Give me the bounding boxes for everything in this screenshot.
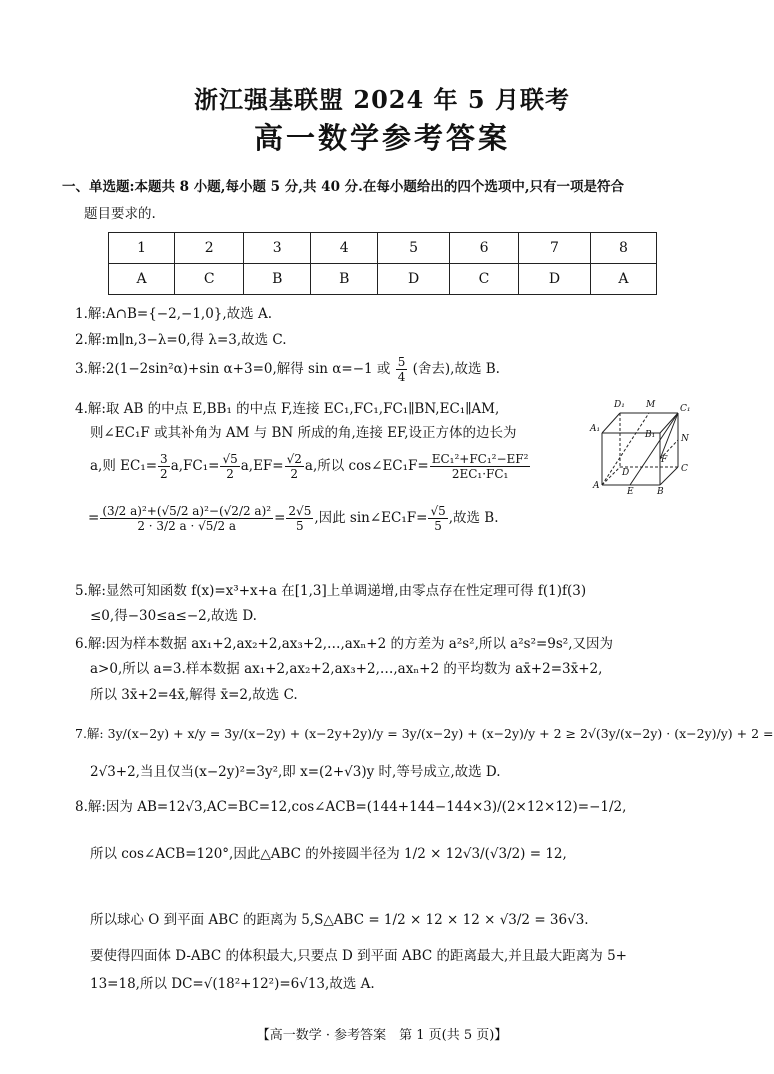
fraction: $\frac{√5}{5}$: [430, 504, 446, 533]
solution-8-line3: 所以球心 O 到平面 ABC 的距离为 5,S△ABC = 1/2 × 12 × 12 × √3/2 = 36√3.: [90, 912, 589, 928]
solution-2: 2.解:m∥n,3−λ=0,得 λ=3,故选 C.: [75, 332, 287, 348]
label-A: A: [593, 481, 600, 491]
solution-4-line1: 4.解:取 AB 的中点 E,BB₁ 的中点 F,连接 EC₁,FC₁,FC₁∥BN,EC₁∥AM,: [75, 401, 500, 417]
solution-3: [75, 355, 500, 384]
page-footer: 【高一数学 · 参考答案 第 1 页(共 5 页)】: [256, 1028, 508, 1043]
solution-8-line2: 所以 cos∠ACB=120°,因此△ABC 的外接圆半径为 1/2 × 12√3/(√3/2) = 12,: [90, 846, 567, 862]
table-cell: 6: [449, 233, 518, 264]
solution-7-line2: 2√3+2,当且仅当(x−2y)²=3y²,即 x=(2+√3)y 时,等号成立,故选 D.: [90, 764, 501, 780]
table-cell: 2: [175, 233, 244, 264]
table-cell: 3: [244, 233, 311, 264]
table-row-answers: [109, 264, 657, 295]
solution-6-line3: 所以 3x̄+2=4x̄,解得 x̄=2,故选 C.: [90, 687, 298, 703]
solution-3-text-a: 3.解:2(1−2sin²α)+sin α+3=0,解得 sin α=−1 或: [75, 361, 391, 377]
fraction: $\frac{\text{(3/2 a)²+(√5/2 a)²−(√2/2 a)²}}{2 \cdot 3/2 a \cdot √5/2 a}$: [102, 504, 272, 533]
solution-6-line1: 6.解:因为样本数据 ax₁+2,ax₂+2,ax₃+2,…,axₙ+2 的方差为 a²s²,所以 a²s²=9s²,又因为: [75, 636, 614, 652]
table-cell: 1: [109, 233, 175, 264]
table-cell: 7: [519, 233, 591, 264]
table-cell: D: [378, 264, 450, 295]
fraction: $\frac{5}{4}$: [397, 355, 406, 384]
label-E: E: [627, 487, 634, 497]
solution-7-line1: 7.解: 3y/(x−2y) + x/y = 3y/(x−2y) + (x−2y+2y)/y = 3y/(x−2y) + (x−2y)/y + 2 ≥ 2√(3y/(x−2y) · (x−2y)/y) + 2 =: [75, 726, 774, 741]
fraction: $\frac{√5}{2}$: [222, 452, 238, 481]
fraction: $\frac{3}{2}$: [160, 452, 168, 481]
fraction: $\frac{\text{EC₁²+FC₁²−EF²}}{\text{2EC₁·FC₁}}$: [431, 452, 529, 481]
table-cell: 5: [378, 233, 450, 264]
table-row-numbers: [109, 233, 657, 264]
table-cell: 4: [311, 233, 378, 264]
cube-figure: [590, 395, 700, 497]
label-M: M: [646, 400, 656, 410]
table-cell: C: [449, 264, 518, 295]
table-cell: A: [109, 264, 175, 295]
fraction: $\frac{√2}{2}$: [286, 452, 302, 481]
table-cell: B: [244, 264, 311, 295]
solution-4-line2: 则∠EC₁F 或其补角为 AM 与 BN 所成的角,连接 EF,设正方体的边长为: [90, 425, 517, 441]
label-F: F: [661, 455, 668, 465]
solution-8-line4: 要使得四面体 D-ABC 的体积最大,只要点 D 到平面 ABC 的距离最大,并且最大距离为 5+: [90, 948, 627, 964]
label-C: C: [681, 464, 688, 474]
exam-title: 浙江强基联盟 2024 年 5 月联考: [194, 85, 570, 114]
solution-8-line1: 8.解:因为 AB=12√3,AC=BC=12,cos∠ACB=(144+144−144×3)/(2×12×12)=−1/2,: [75, 799, 627, 815]
solution-4-line3: a,则 EC₁= $\frac{3}{2}$ a,FC₁= $\frac{√5}{2}$ a,EF= $\frac{√2}{2}$ a,所以 cos∠EC₁F= $\frac{\text{EC₁²+FC₁²−EF²}}{\text{2EC₁·FC₁}}$: [90, 452, 529, 481]
fraction: $\frac{2√5}{5}$: [288, 504, 312, 533]
section-heading: [62, 174, 702, 228]
label-D: D: [622, 468, 630, 478]
solution-1: 1.解:A∩B={−2,−1,0},故选 A.: [75, 306, 272, 322]
label-B1: B₁: [645, 430, 656, 440]
solution-5-line1: 5.解:显然可知函数 f(x)=x³+x+a 在[1,3]上单调递增,由零点存在性定理可得 f(1)f(3): [75, 583, 587, 599]
solution-6-line2: a>0,所以 a=3.样本数据 ax₁+2,ax₂+2,ax₃+2,…,axₙ+2 的平均数为 ax̄+2=3x̄+2,: [90, 661, 603, 677]
solution-8-line5: 13=18,所以 DC=√(18²+12²)=6√13,故选 A.: [90, 976, 375, 992]
page-title: 高一数学参考答案: [253, 121, 510, 155]
solution-5-line2: ≤0,得−30≤a≤−2,故选 D.: [90, 608, 257, 624]
label-N: N: [681, 434, 689, 444]
solution-4-line4: = $\frac{\text{(3/2 a)²+(√5/2 a)²−(√2/2 a)²}}{2 \cdot 3/2 a \cdot √5/2 a}$ = $\frac{2√5}{5}$ ,因此 sin∠EC₁F= $\frac{√5}{5}$ ,故选 B.: [88, 504, 499, 533]
answer-table: [108, 232, 657, 295]
section-heading-line2: 题目要求的.: [84, 206, 156, 222]
solution-3-text-b: (舍去),故选 B.: [412, 361, 500, 377]
section-heading-line1: 一、单选题:本题共 8 小题,每小题 5 分,共 40 分.在每小题给出的四个选项中,只有一项是符合: [62, 179, 625, 195]
label-A1: A₁: [590, 424, 601, 434]
table-cell: C: [175, 264, 244, 295]
label-C1: C₁: [680, 404, 691, 414]
label-D1: D₁: [614, 400, 625, 410]
table-cell: D: [519, 264, 591, 295]
table-cell: B: [311, 264, 378, 295]
table-cell: A: [590, 264, 656, 295]
label-B: B: [657, 487, 664, 497]
table-cell: 8: [590, 233, 656, 264]
